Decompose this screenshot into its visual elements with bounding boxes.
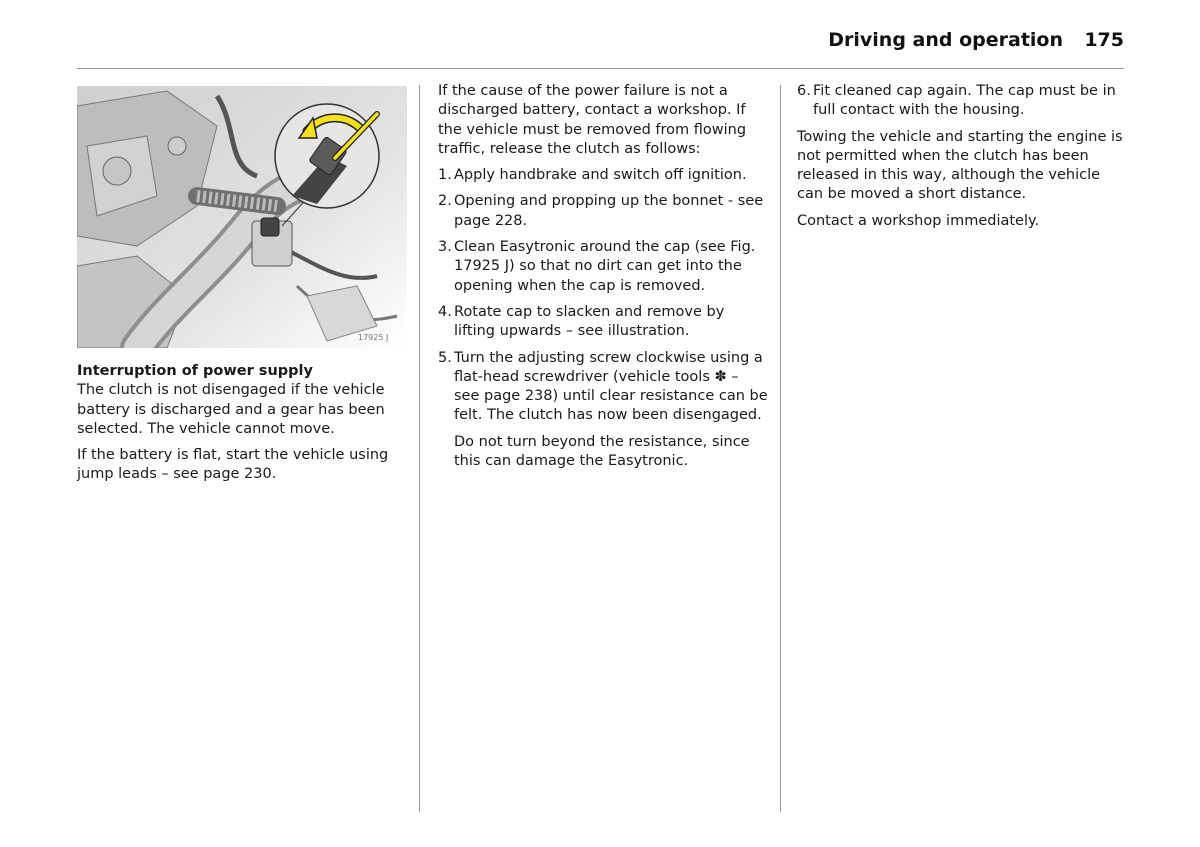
engine-illustration (77, 86, 407, 348)
step-number: 4. (438, 303, 452, 320)
list-item (797, 82, 1124, 121)
figure-number: 17925 J (358, 333, 389, 342)
intro-paragraph: If the cause of the power failure is not a discharged battery, contact a workshop. If the vehicle must be removed from flowing traffic, release the clutch as follows: (438, 83, 747, 157)
step-number: 1. (438, 167, 452, 184)
column-divider-left (419, 85, 420, 812)
header-rule (77, 68, 1124, 69)
column-3 (797, 82, 1124, 238)
step-text: Opening and propping up the bonnet - see page 228. (454, 193, 764, 229)
list-item (438, 303, 768, 342)
step-text: Rotate cap to slacken and remove by lifting upwards – see illustration. (454, 303, 725, 340)
paragraph: The clutch is not disengaged if the vehicle battery is discharged and a gear has been selected. The vehicle cannot move. (77, 382, 385, 437)
step-number: 2. (438, 193, 452, 210)
column-divider-right (780, 85, 781, 812)
step-text: Fit cleaned cap again. The cap must be in full contact with the housing. (813, 83, 1116, 119)
paragraph: Contact a workshop immediately. (797, 212, 1040, 229)
list-item (438, 349, 768, 426)
list-item (438, 192, 768, 231)
page-header-title: Driving and operation (828, 29, 1063, 51)
paragraph: Towing the vehicle and starting the engine is not permitted when the clutch has been released in this way, although the vehicle can be moved a short distance. (797, 128, 1123, 203)
paragraph: If the battery is flat, start the vehicle using jump leads – see page 230. (77, 447, 389, 483)
step-number: 6. (797, 83, 811, 99)
step-text: Clean Easytronic around the cap (see Fig. 17925 J) so that no dirt can get into the opening when the cap is removed. (454, 239, 756, 294)
step-text: Turn the adjusting screw clockwise using a flat-head screwdriver (vehicle tools ✽ – see page 238) until clear resistance can be felt. The clutch has now been disengaged. (454, 349, 768, 424)
step-text: Apply handbrake and switch off ignition. (454, 167, 747, 184)
step-number: 5. (438, 349, 452, 366)
section-heading: Interruption of power supply (77, 363, 313, 379)
step-number: 3. (438, 239, 452, 256)
list-item (438, 238, 768, 296)
column-2 (438, 82, 768, 478)
page-number: 175 (1084, 29, 1124, 51)
note-paragraph: Do not turn beyond the resistance, since this can damage the Easytronic. (454, 433, 750, 470)
list-item (438, 166, 768, 185)
column-1 (77, 362, 407, 492)
